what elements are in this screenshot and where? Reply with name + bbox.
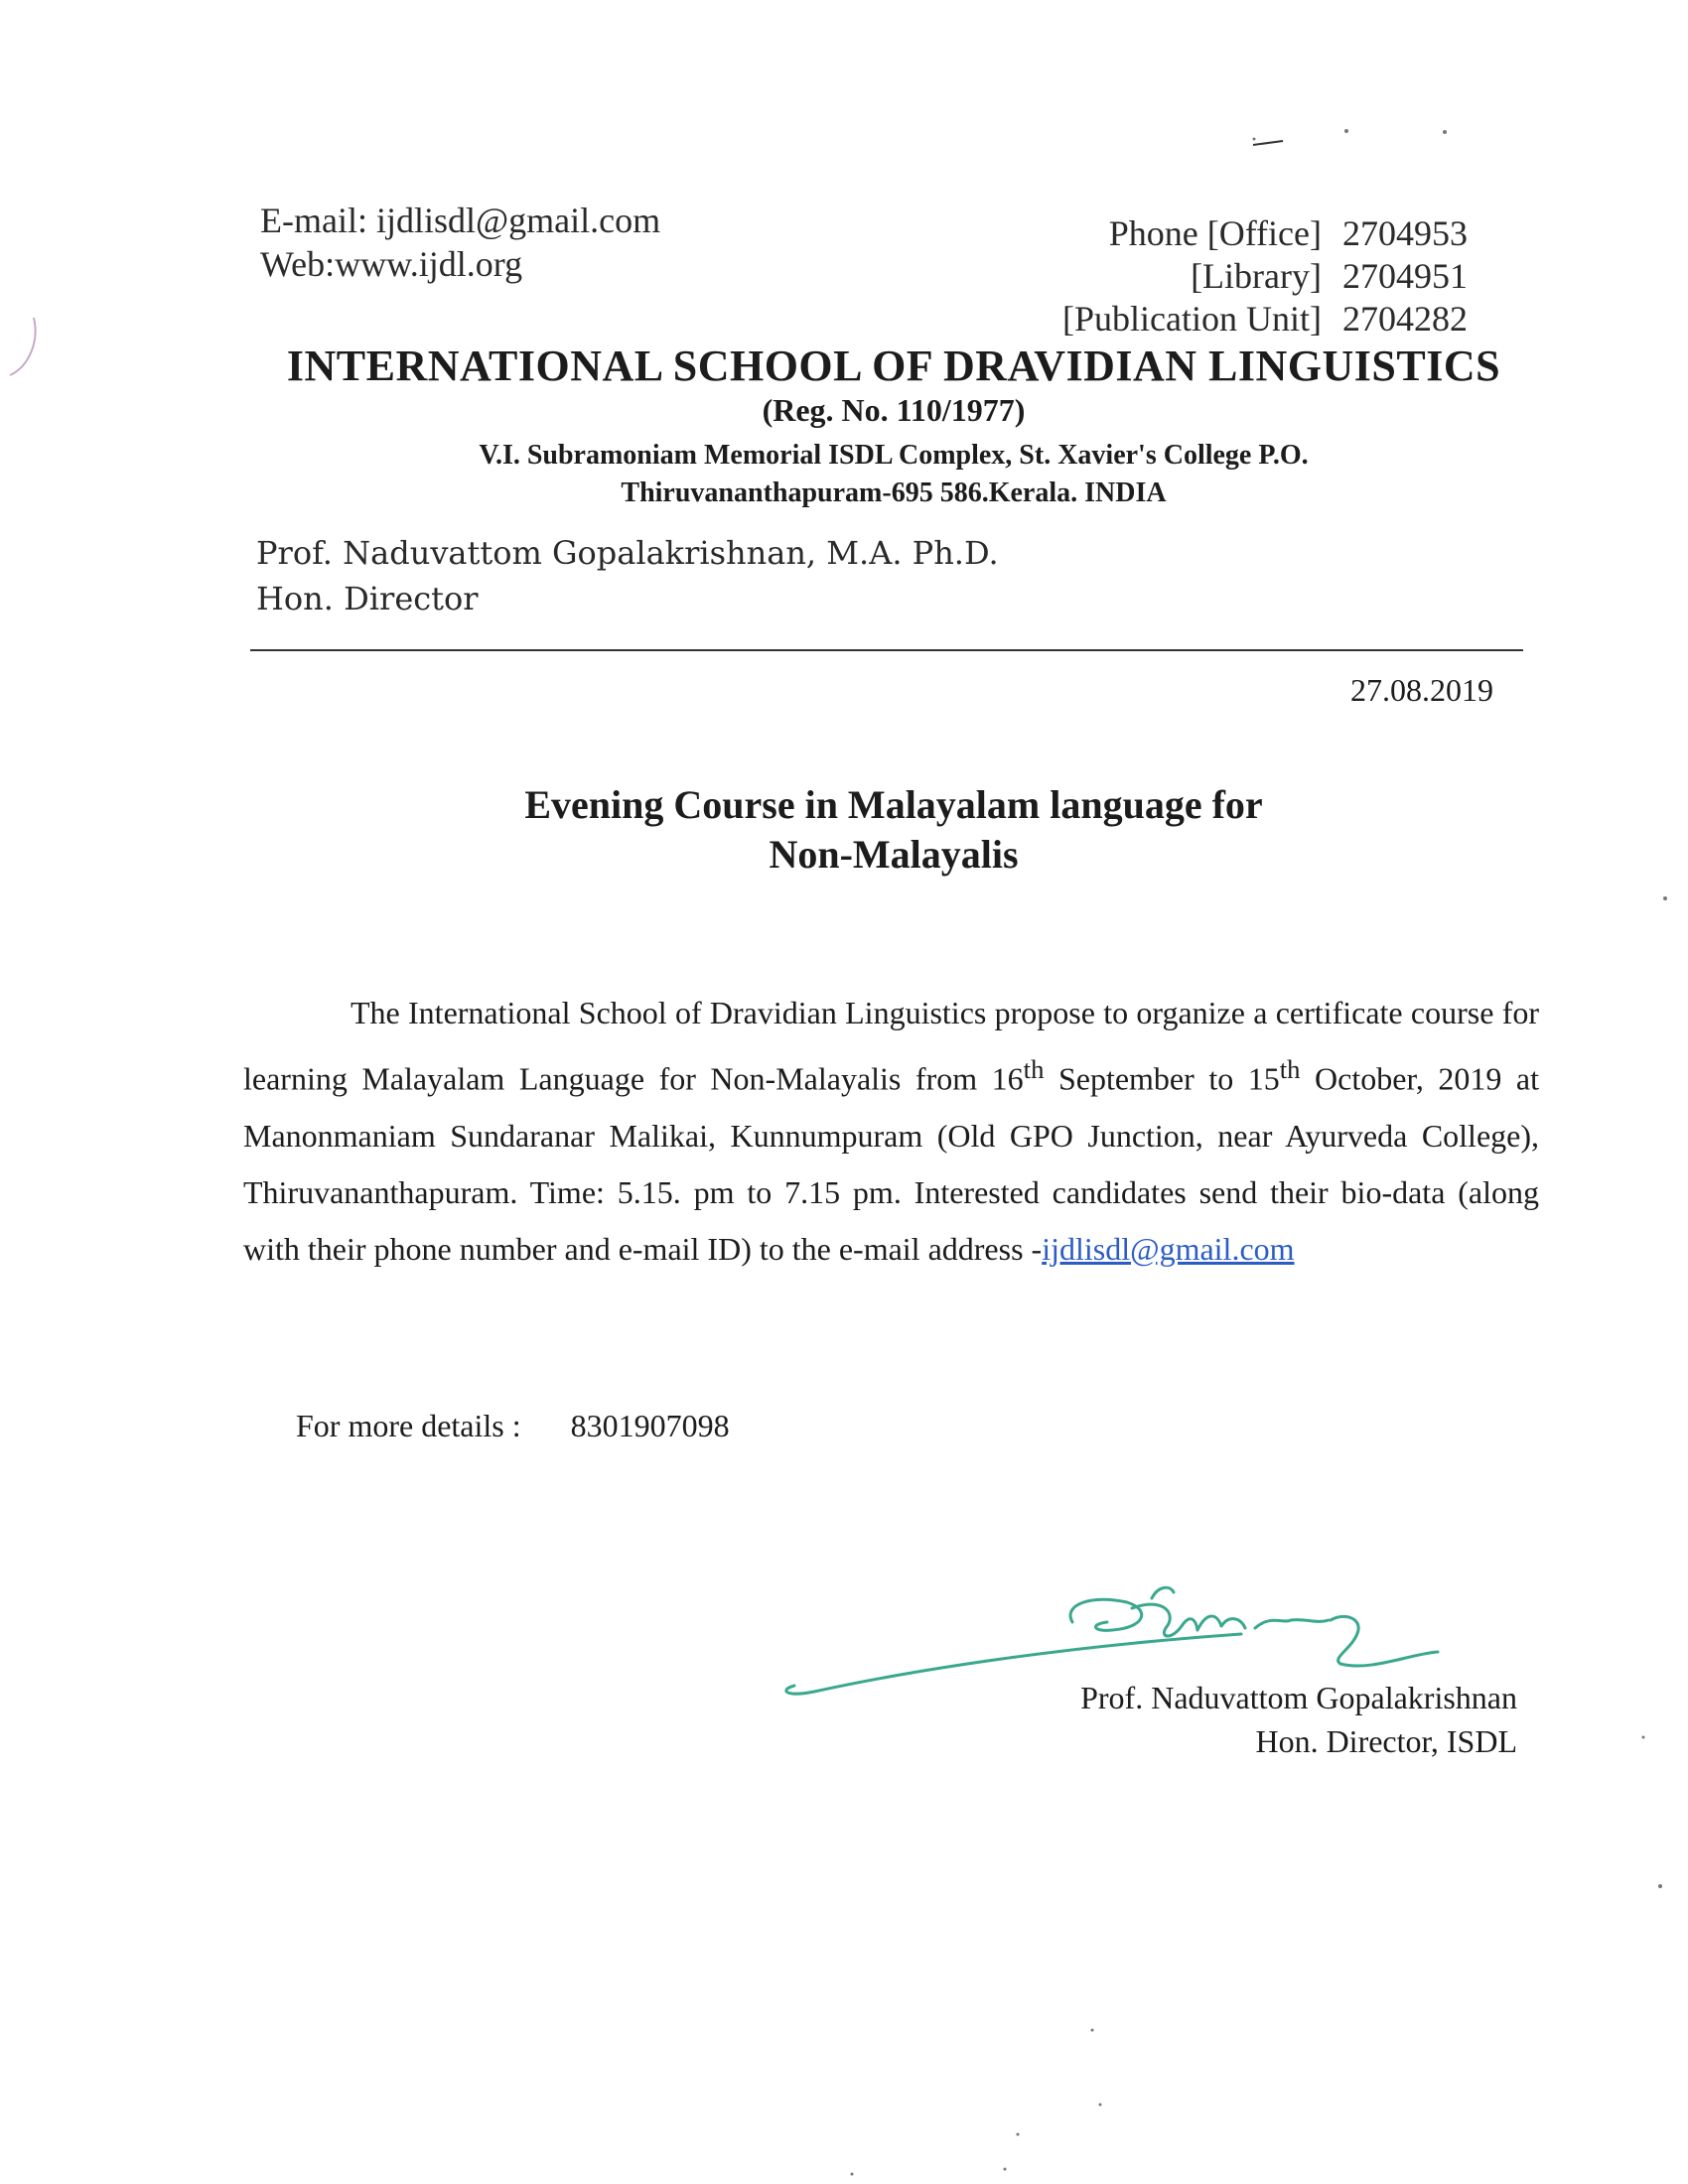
director-name: Prof. Naduvattom Gopalakrishnan, M.A. Ph.D. xyxy=(256,534,999,572)
signatory-block xyxy=(1080,1676,1517,1763)
signatory-title: Hon. Director, ISDL xyxy=(1255,1723,1517,1759)
email-link[interactable]: ijdlisdl@gmail.com xyxy=(1042,1230,1295,1267)
phone-number: 2704953 xyxy=(1342,213,1468,253)
phone-number: 2704282 xyxy=(1342,299,1468,339)
phone-label: [Library] xyxy=(1191,256,1322,296)
notice-body xyxy=(243,985,1539,1278)
address-line: V.I. Subramoniam Memorial ISDL Complex, St. Xavier's College P.O. xyxy=(479,440,1309,471)
registration-number: (Reg. No. 110/1977) xyxy=(762,392,1026,428)
phone-label: Phone [Office] xyxy=(1108,213,1322,253)
director-title: Hon. Director xyxy=(256,580,479,617)
details-phone: 8301907098 xyxy=(570,1408,730,1443)
email-line: E-mail: ijdlisdl@gmail.com xyxy=(260,201,661,240)
ordinal-suffix: th xyxy=(1023,1054,1045,1084)
web-line: Web:www.ijdl.org xyxy=(260,244,523,284)
phone-number: 2704951 xyxy=(1342,256,1468,296)
ordinal-suffix: th xyxy=(1279,1054,1301,1084)
phone-library xyxy=(1062,255,1468,298)
phone-label: [Publication Unit] xyxy=(1062,299,1322,339)
address-line: Thiruvananthapuram-695 586.Kerala. INDIA xyxy=(621,478,1167,508)
body-text: October, 2019 at Manonmaniam Sundaranar Malikai, Kunnumpuram (Old GPO Junction, near Ayurveda College), Thiruvananthapuram. Time: 5.15. pm to 7.15 pm. Interested candidates send their bio-data (along with their phone number and e-mail ID) to the e-mail address - xyxy=(243,1060,1540,1267)
notice-title xyxy=(0,780,1688,880)
body-text: September to 15 xyxy=(1044,1060,1280,1097)
body-text: The International School of Dravidian Linguistics propose to organize a certificate course for learning Malayalam Language for Non-Malayalis from 16 xyxy=(243,995,1539,1097)
contact-block xyxy=(260,199,660,286)
details-label: For more details : xyxy=(296,1408,521,1443)
phone-publication xyxy=(1062,298,1468,341)
header-divider xyxy=(250,649,1523,651)
notice-title-line: Evening Course in Malayalam language for xyxy=(524,782,1263,827)
organization-name: INTERNATIONAL SCHOOL OF DRAVIDIAN LINGUISTICS xyxy=(286,341,1501,390)
signatory-name: Prof. Naduvattom Gopalakrishnan xyxy=(1080,1680,1517,1715)
phone-block xyxy=(1062,212,1468,341)
details-line xyxy=(296,1408,730,1444)
letter-date: 27.08.2019 xyxy=(1350,672,1493,708)
notice-title-line: Non-Malayalis xyxy=(769,832,1019,877)
director-block xyxy=(256,530,999,621)
address xyxy=(0,437,1688,512)
phone-office xyxy=(1062,212,1468,255)
